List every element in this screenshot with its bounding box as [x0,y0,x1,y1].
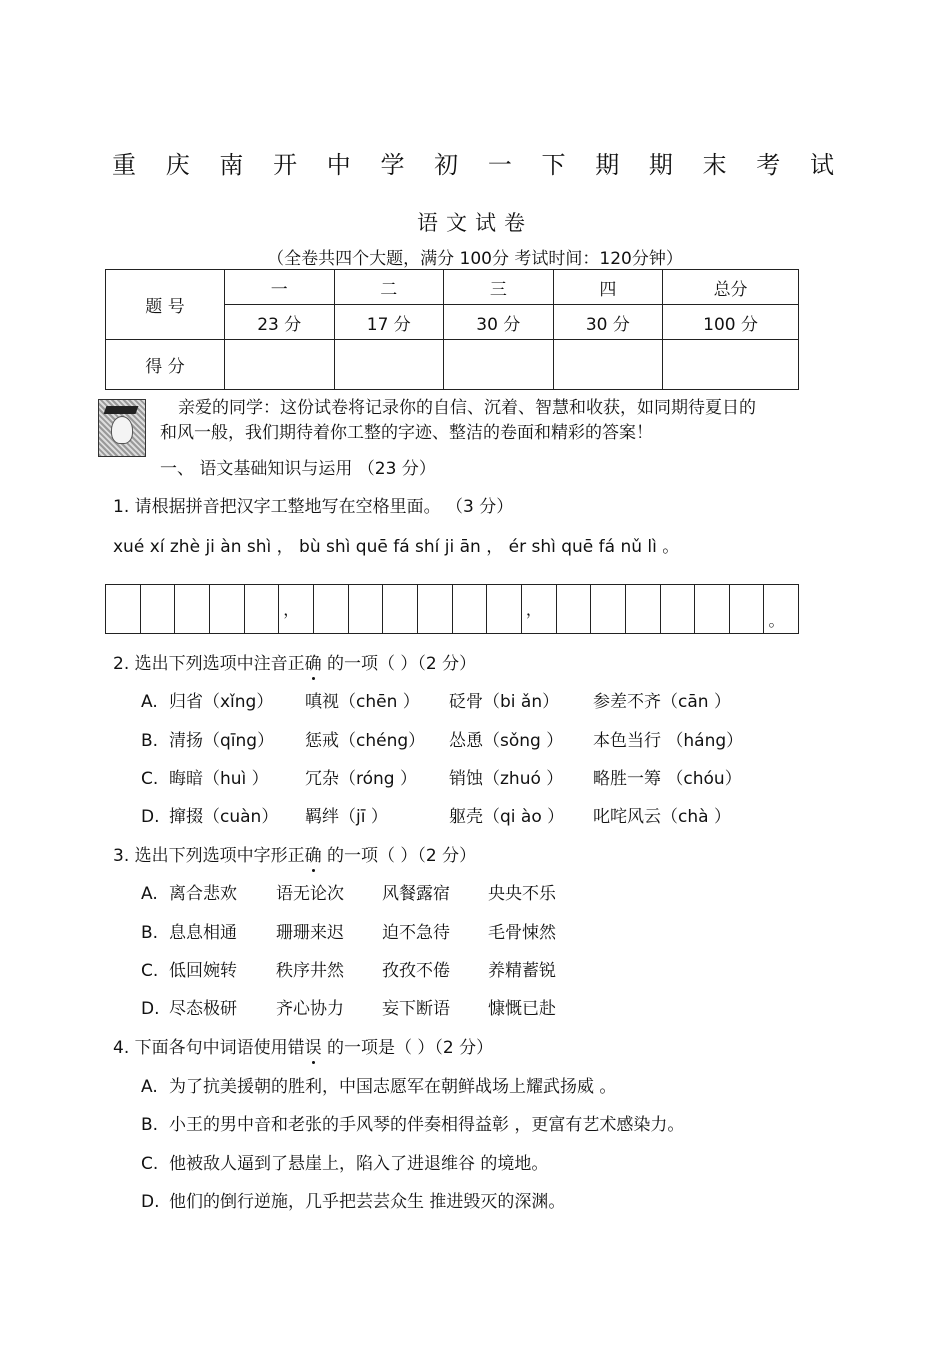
grid-cell[interactable] [487,585,522,633]
score-points: 30 分 [444,305,554,340]
title-char: 一 [487,151,512,179]
q3-option-d[interactable]: D. 尽态极研 齐心协力 妄下断语 慷慨已赴 [141,999,556,1019]
grid-cell[interactable] [175,585,210,633]
exam-title [112,145,834,180]
q4-option-b[interactable]: B. 小王的男中音和老张的手风琴的伴奏相得益彰 ，更富有艺术感染力。 [141,1115,685,1135]
grid-cell[interactable] [661,585,696,633]
score-points: 23 分 [225,305,335,340]
q2-option-c[interactable]: C. 晦暗（huì ） 冗杂（róng ） 销蚀（zhuó ） 略胜一筹 （chóu） [141,769,742,789]
title-char: 考 [756,151,781,179]
q3-option-a[interactable]: A. 离合悲欢 语无论次 风餐露宿 央央不乐 [141,884,556,904]
score-col-header: 四 [553,270,663,305]
grid-cell[interactable] [626,585,661,633]
title-char: 重 [112,151,136,179]
row-label-score: 得 分 [106,340,225,390]
score-points: 100 分 [663,305,799,340]
score-points: 30 分 [553,305,663,340]
grid-cell[interactable] [245,585,280,633]
grid-cell[interactable] [453,585,488,633]
title-char: 庆 [165,151,190,179]
q4-option-d[interactable]: D. 他们的倒行逆施，几乎把芸芸众生 推进毁灭的深渊。 [141,1192,566,1212]
exam-subtitle: 语文试卷 [417,211,533,235]
grid-cell[interactable] [106,585,141,633]
q2-stem: 2. 选出下列选项中注音正确 的一项（ ）（2 分） [113,654,477,674]
title-char: 试 [809,151,834,179]
section-1-heading: 一、 语文基础知识与运用 （23 分） [160,459,436,479]
writing-grid [105,584,799,634]
grid-cell[interactable] [730,585,765,633]
title-char: 期 [595,151,620,179]
title-char: 末 [702,151,727,179]
grid-cell[interactable] [418,585,453,633]
q2-option-b[interactable]: B. 清扬（qīng） 惩戒（chéng） 怂恿（sǒng ） 本色当行 （háng） [141,731,744,751]
score-table [105,269,799,390]
student-avatar-icon [98,399,146,457]
grid-cell[interactable] [591,585,626,633]
grid-cell-comma: ， [279,585,314,633]
q4-option-c[interactable]: C. 他被敌人逼到了悬崖上，陷入了进退维谷 的境地。 [141,1154,549,1174]
title-char: 期 [648,151,673,179]
q3-option-c[interactable]: C. 低回婉转 秩序井然 孜孜不倦 养精蓄锐 [141,961,556,981]
title-char: 开 [273,151,298,179]
intro-line-1: 亲爱的同学：这份试卷将记录你的自信、沉着、智慧和收获，如同期待夏日的 [178,398,756,418]
row-label-question-number: 题 号 [106,270,225,340]
score-blank-cell[interactable] [334,340,444,390]
title-char: 中 [326,151,351,179]
grid-cell-period: 。 [768,611,785,630]
title-char: 初 [434,151,459,179]
score-blank-cell[interactable] [553,340,663,390]
grid-cell[interactable] [383,585,418,633]
intro-line-2: 和风一般，我们期待着你工整的字迹、整洁的卷面和精彩的答案！ [160,423,653,443]
q1-stem: 1. 请根据拼音把汉字工整地写在空格里面。 （3 分） [113,497,514,517]
grid-cell[interactable] [141,585,176,633]
score-col-header: 二 [334,270,444,305]
q4-stem: 4. 下面各句中词语使用错误 的一项是（ ）（2 分） [113,1038,494,1058]
grid-cell[interactable] [210,585,245,633]
grid-cell[interactable] [557,585,592,633]
grid-cell[interactable] [695,585,730,633]
q3-option-b[interactable]: B. 息息相通 珊珊来迟 迫不急待 毛骨悚然 [141,923,556,943]
q1-pinyin: xué xí zhè ji àn shì ， bù shì quē fá shí ji ān ， ér shì quē fá nǔ lì 。 [113,537,680,557]
q3-stem: 3. 选出下列选项中字形正确 的一项（ ）（2 分） [113,846,477,866]
title-char: 南 [219,151,244,179]
grid-cell[interactable] [349,585,384,633]
q2-option-a[interactable]: A. 归省（xǐng） 嗔视（chēn ） 砭骨（bi ǎn） 参差不齐（cān ） [141,692,731,712]
score-points: 17 分 [334,305,444,340]
score-blank-cell[interactable] [663,340,799,390]
score-col-header: 三 [444,270,554,305]
title-char: 学 [380,151,405,179]
title-char: 下 [541,151,566,179]
q2-option-d[interactable]: D. 撺掇（cuàn） 羁绊（jī ） 躯壳（qi ào ） 叱咤风云（chà ） [141,807,731,827]
score-col-header: 总分 [663,270,799,305]
score-blank-cell[interactable] [444,340,554,390]
grid-cell-comma: ， [522,585,557,633]
score-blank-cell[interactable] [225,340,335,390]
q4-option-a[interactable]: A. 为了抗美援朝的胜利，中国志愿军在朝鲜战场上耀武扬威 。 [141,1077,617,1097]
score-col-header: 一 [225,270,335,305]
exam-note: （全卷共四个大题，满分 100分 考试时间：120分钟） [267,249,683,269]
grid-cell[interactable] [314,585,349,633]
